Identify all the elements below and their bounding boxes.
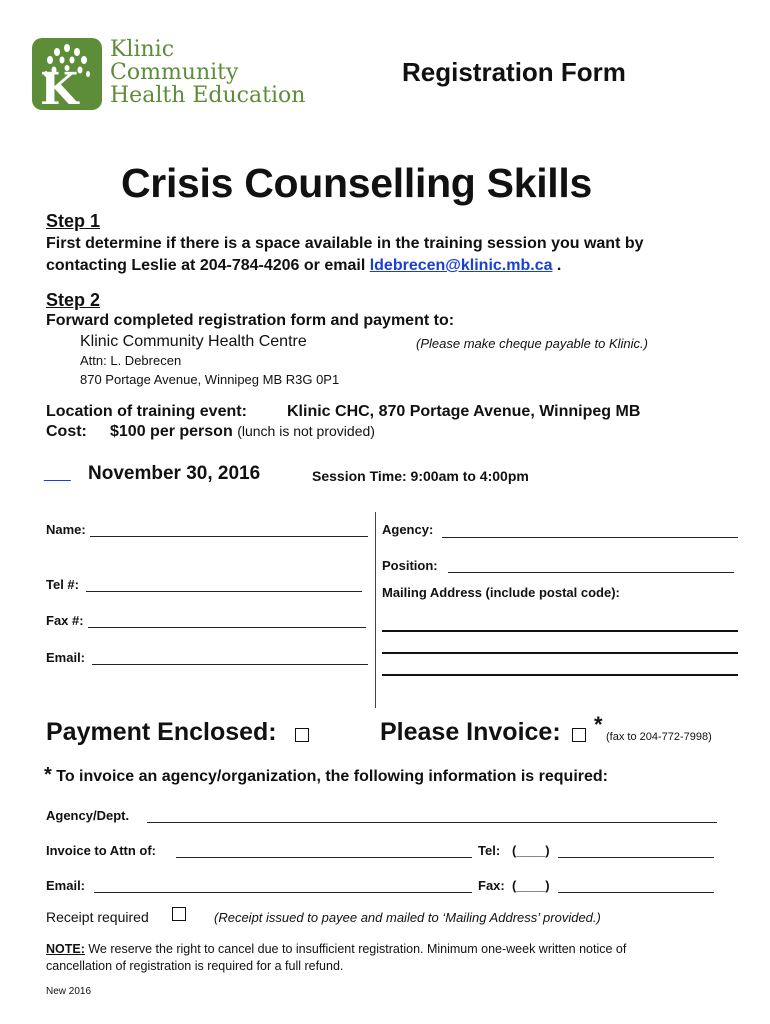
email-link[interactable]: ldebrecen@klinic.mb.ca: [369, 257, 553, 274]
invoice-attn-label: Invoice to Attn of:: [46, 843, 157, 858]
location-label: Location of training event:: [46, 403, 247, 420]
session-time: Session Time: 9:00am to 4:00pm: [312, 468, 529, 484]
fax-input-line[interactable]: [88, 627, 366, 628]
footer-version: New 2016: [46, 986, 92, 997]
logo-text: [110, 38, 305, 107]
invoice-email-label: Email:: [46, 878, 86, 893]
invoice-attn-input-line[interactable]: [176, 857, 472, 858]
mailing-label: Mailing Address (include postal code):: [382, 585, 620, 600]
invoice-heading: * To invoice an agency/organization, the following information is required:: [44, 764, 608, 786]
mailing-line-2[interactable]: [382, 652, 738, 654]
step1-text-line1: First determine if there is a space available in the training session you want by: [46, 235, 644, 252]
position-label: Position:: [382, 558, 438, 573]
step2-forward: Forward completed registration form and payment to:: [46, 312, 455, 329]
session-checkbox-blank[interactable]: ___: [44, 465, 71, 482]
invoice-tel-area: (____): [512, 843, 550, 858]
name-label: Name:: [46, 522, 86, 537]
invoice-fax-area: (____): [512, 878, 550, 893]
mailing-line-3[interactable]: [382, 674, 738, 676]
invoice-checkbox[interactable]: [572, 728, 586, 742]
fax-label: Fax #:: [46, 613, 84, 628]
step2-attn: Attn: L. Debrecen: [80, 353, 182, 368]
agency-dept-label: Agency/Dept.: [46, 808, 130, 823]
step1-heading: Step 1: [46, 211, 101, 231]
step2-address: 870 Portage Avenue, Winnipeg MB R3G 0P1: [80, 372, 340, 387]
session-date: November 30, 2016: [88, 463, 261, 484]
cost-line: $100 per person (lunch is not provided): [110, 423, 375, 440]
invoice-tel-label: Tel:: [478, 843, 501, 858]
column-divider: [375, 512, 376, 708]
logo-mark: [32, 38, 102, 110]
receipt-note: (Receipt issued to payee and mailed to ‘Mailing Address’ provided.): [214, 910, 601, 925]
step1-text-line2: contacting Leslie at 204-784-4206 or email ldebrecen@klinic.mb.ca .: [46, 257, 562, 274]
position-input-line[interactable]: [448, 572, 734, 573]
fax-note: (fax to 204-772-7998): [606, 731, 712, 743]
location-value: Klinic CHC, 870 Portage Avenue, Winnipeg MB: [287, 403, 641, 420]
mailing-line-1[interactable]: [382, 630, 738, 632]
invoice-tel-input-line[interactable]: [558, 857, 714, 858]
step2-org: Klinic Community Health Centre: [80, 333, 307, 350]
agency-dept-input-line[interactable]: [147, 822, 717, 823]
agency-input-line[interactable]: [442, 537, 738, 538]
receipt-label: Receipt required: [46, 909, 149, 925]
form-title: Registration Form: [402, 57, 626, 87]
name-input-line[interactable]: [90, 536, 368, 537]
email-label: Email:: [46, 650, 86, 665]
invoice-fax-input-line[interactable]: [558, 892, 714, 893]
cost-label: Cost:: [46, 423, 87, 440]
invoice-star: *: [594, 712, 603, 737]
agency-label: Agency:: [382, 522, 434, 537]
logo-letter: K: [40, 64, 79, 110]
note-line2: cancellation of registration is required for a full refund.: [46, 959, 344, 973]
step2-heading: Step 2: [46, 290, 101, 310]
payment-enclosed-checkbox[interactable]: [295, 728, 309, 742]
page-title: Crisis Counselling Skills: [121, 160, 592, 206]
payment-enclosed-label: Payment Enclosed:: [46, 718, 277, 746]
invoice-fax-label: Fax:: [478, 878, 505, 893]
tel-label: Tel #:: [46, 577, 79, 592]
logo-line-2: Community: [110, 60, 239, 85]
logo-line-3: Health Education: [110, 83, 306, 108]
invoice-label: Please Invoice:: [380, 718, 561, 746]
note-line1: NOTE: We reserve the right to cancel due to insufficient registration. Minimum one-week written notice of: [46, 942, 627, 956]
invoice-email-input-line[interactable]: [94, 892, 472, 893]
email-input-line[interactable]: [92, 664, 368, 665]
tel-input-line[interactable]: [86, 591, 362, 592]
logo-line-1: Klinic: [110, 37, 175, 62]
receipt-checkbox[interactable]: [172, 907, 186, 921]
cheque-note: (Please make cheque payable to Klinic.): [416, 336, 648, 351]
